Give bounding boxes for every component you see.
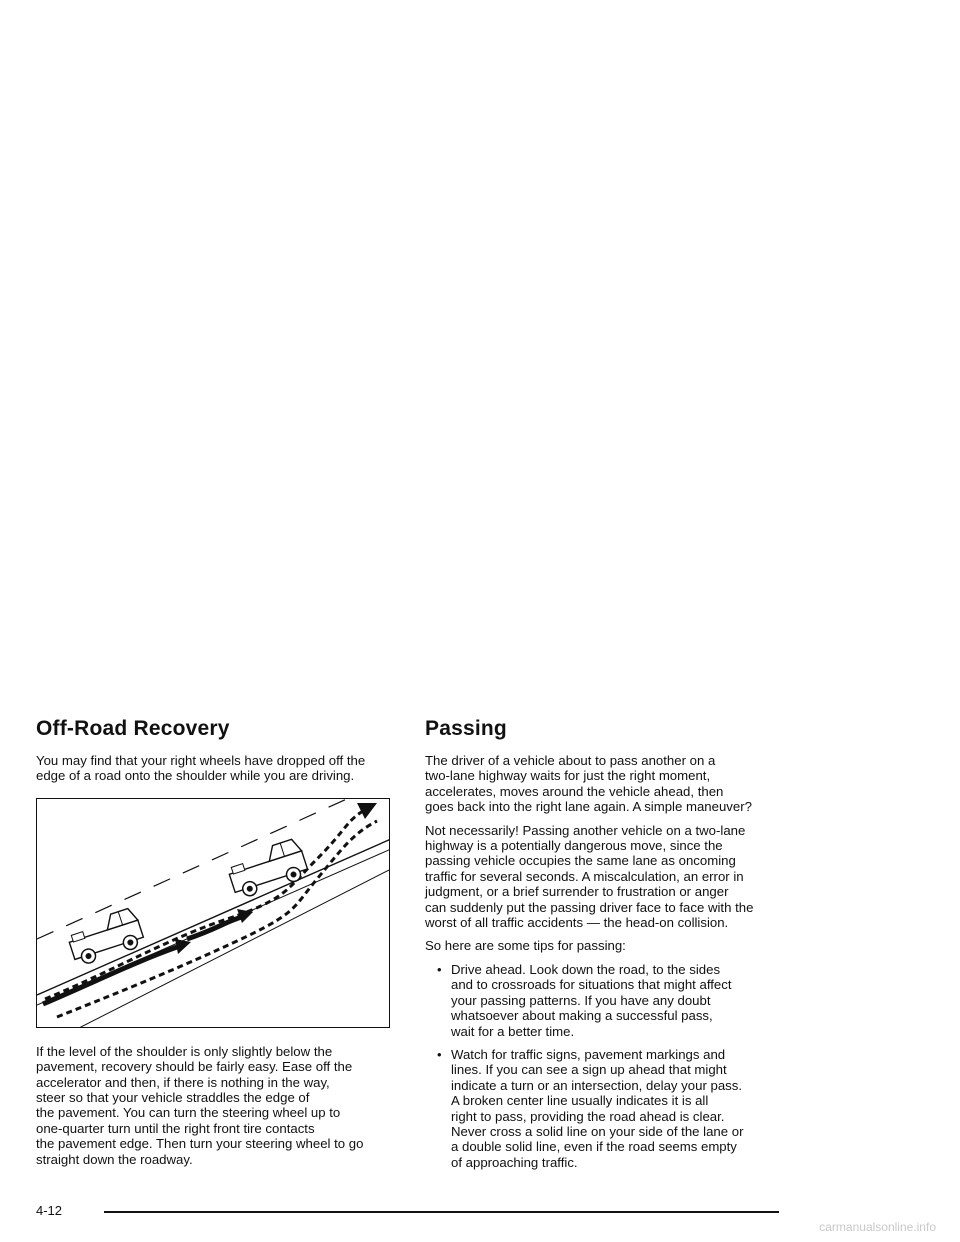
passing-paragraph-1: The driver of a vehicle about to pass another on a two-lane highway waits for just the right moment, accelerates, moves around the vehicle ahead, then goes back into the right lane again. A simple maneuver? [425,753,752,815]
tip-text: Drive ahead. Look down the road, to the sides and to crossroads for situations that might affect your passing patterns. If you have any doubt whatsoever about making a successful pass, wait for a better time. [451,961,732,1039]
path-arrow-solid-2 [187,917,242,939]
bullet-icon: • [437,1046,442,1062]
pickup-truck-rear [65,907,146,967]
road-edge-line [37,839,390,995]
passing-heading: Passing [425,717,507,740]
road-dashed-centerline [37,799,390,939]
passing-section [425,716,790,1178]
road-shoulder-outer-line [77,869,390,1028]
off-road-recovery-illustration [36,798,390,1028]
path-arrow-head-1 [175,939,191,954]
path-arrow-head-3 [357,803,377,819]
off-road-recovery-body: If the level of the shoulder is only slightly below the pavement, recovery should be fairly easy. Ease off the accelerator and then, if there is nothing in the way, steer so that your vehicle straddles the edge of the pavement. You can turn the steering wheel up to one-quarter turn until the right front tire contacts the pavement edge. Then turn your steering wheel to go straight down the roadway. [36,1043,364,1167]
list-item [437,1047,790,1170]
page-number: 4-12 [36,1203,63,1218]
road-diagram [37,799,390,1028]
off-road-recovery-section [36,716,396,1175]
passing-paragraph-3: So here are some tips for passing: [425,938,626,954]
list-item [437,962,790,1039]
off-road-recovery-heading: Off-Road Recovery [36,717,230,740]
passing-tips-list [425,962,790,1170]
passing-paragraph-2: Not necessarily! Passing another vehicle on a two-lane highway is a potentially dangerous move, since the passing vehicle occupies the same lane as oncoming traffic for several seconds. A miscalculation, an error in judgment, or a brief surrender to frustration or anger can suddenly put the passing driver face to face with the worst of all traffic accidents — the head-on collision. [425,822,754,931]
tip-text: Watch for traffic signs, pavement markings and lines. If you can see a sign up ahead that might indicate a turn or an intersection, delay your pass. A broken center line usually indicates it is all right to pass, providing the road ahead is clear. Never cross a solid line on your side of the lane or a double solid line, even if the road seems empty of approaching traffic. [451,1046,744,1170]
bullet-icon: • [437,961,442,977]
path-arrow-solid [43,947,177,1004]
off-road-intro-paragraph: You may find that your right wheels have dropped off the edge of a road onto the shoulder while you are driving. [36,753,366,784]
footer-divider [104,1211,779,1213]
recovery-path-lower [57,821,377,1017]
watermark: carmanualsonline.info [819,1220,936,1234]
